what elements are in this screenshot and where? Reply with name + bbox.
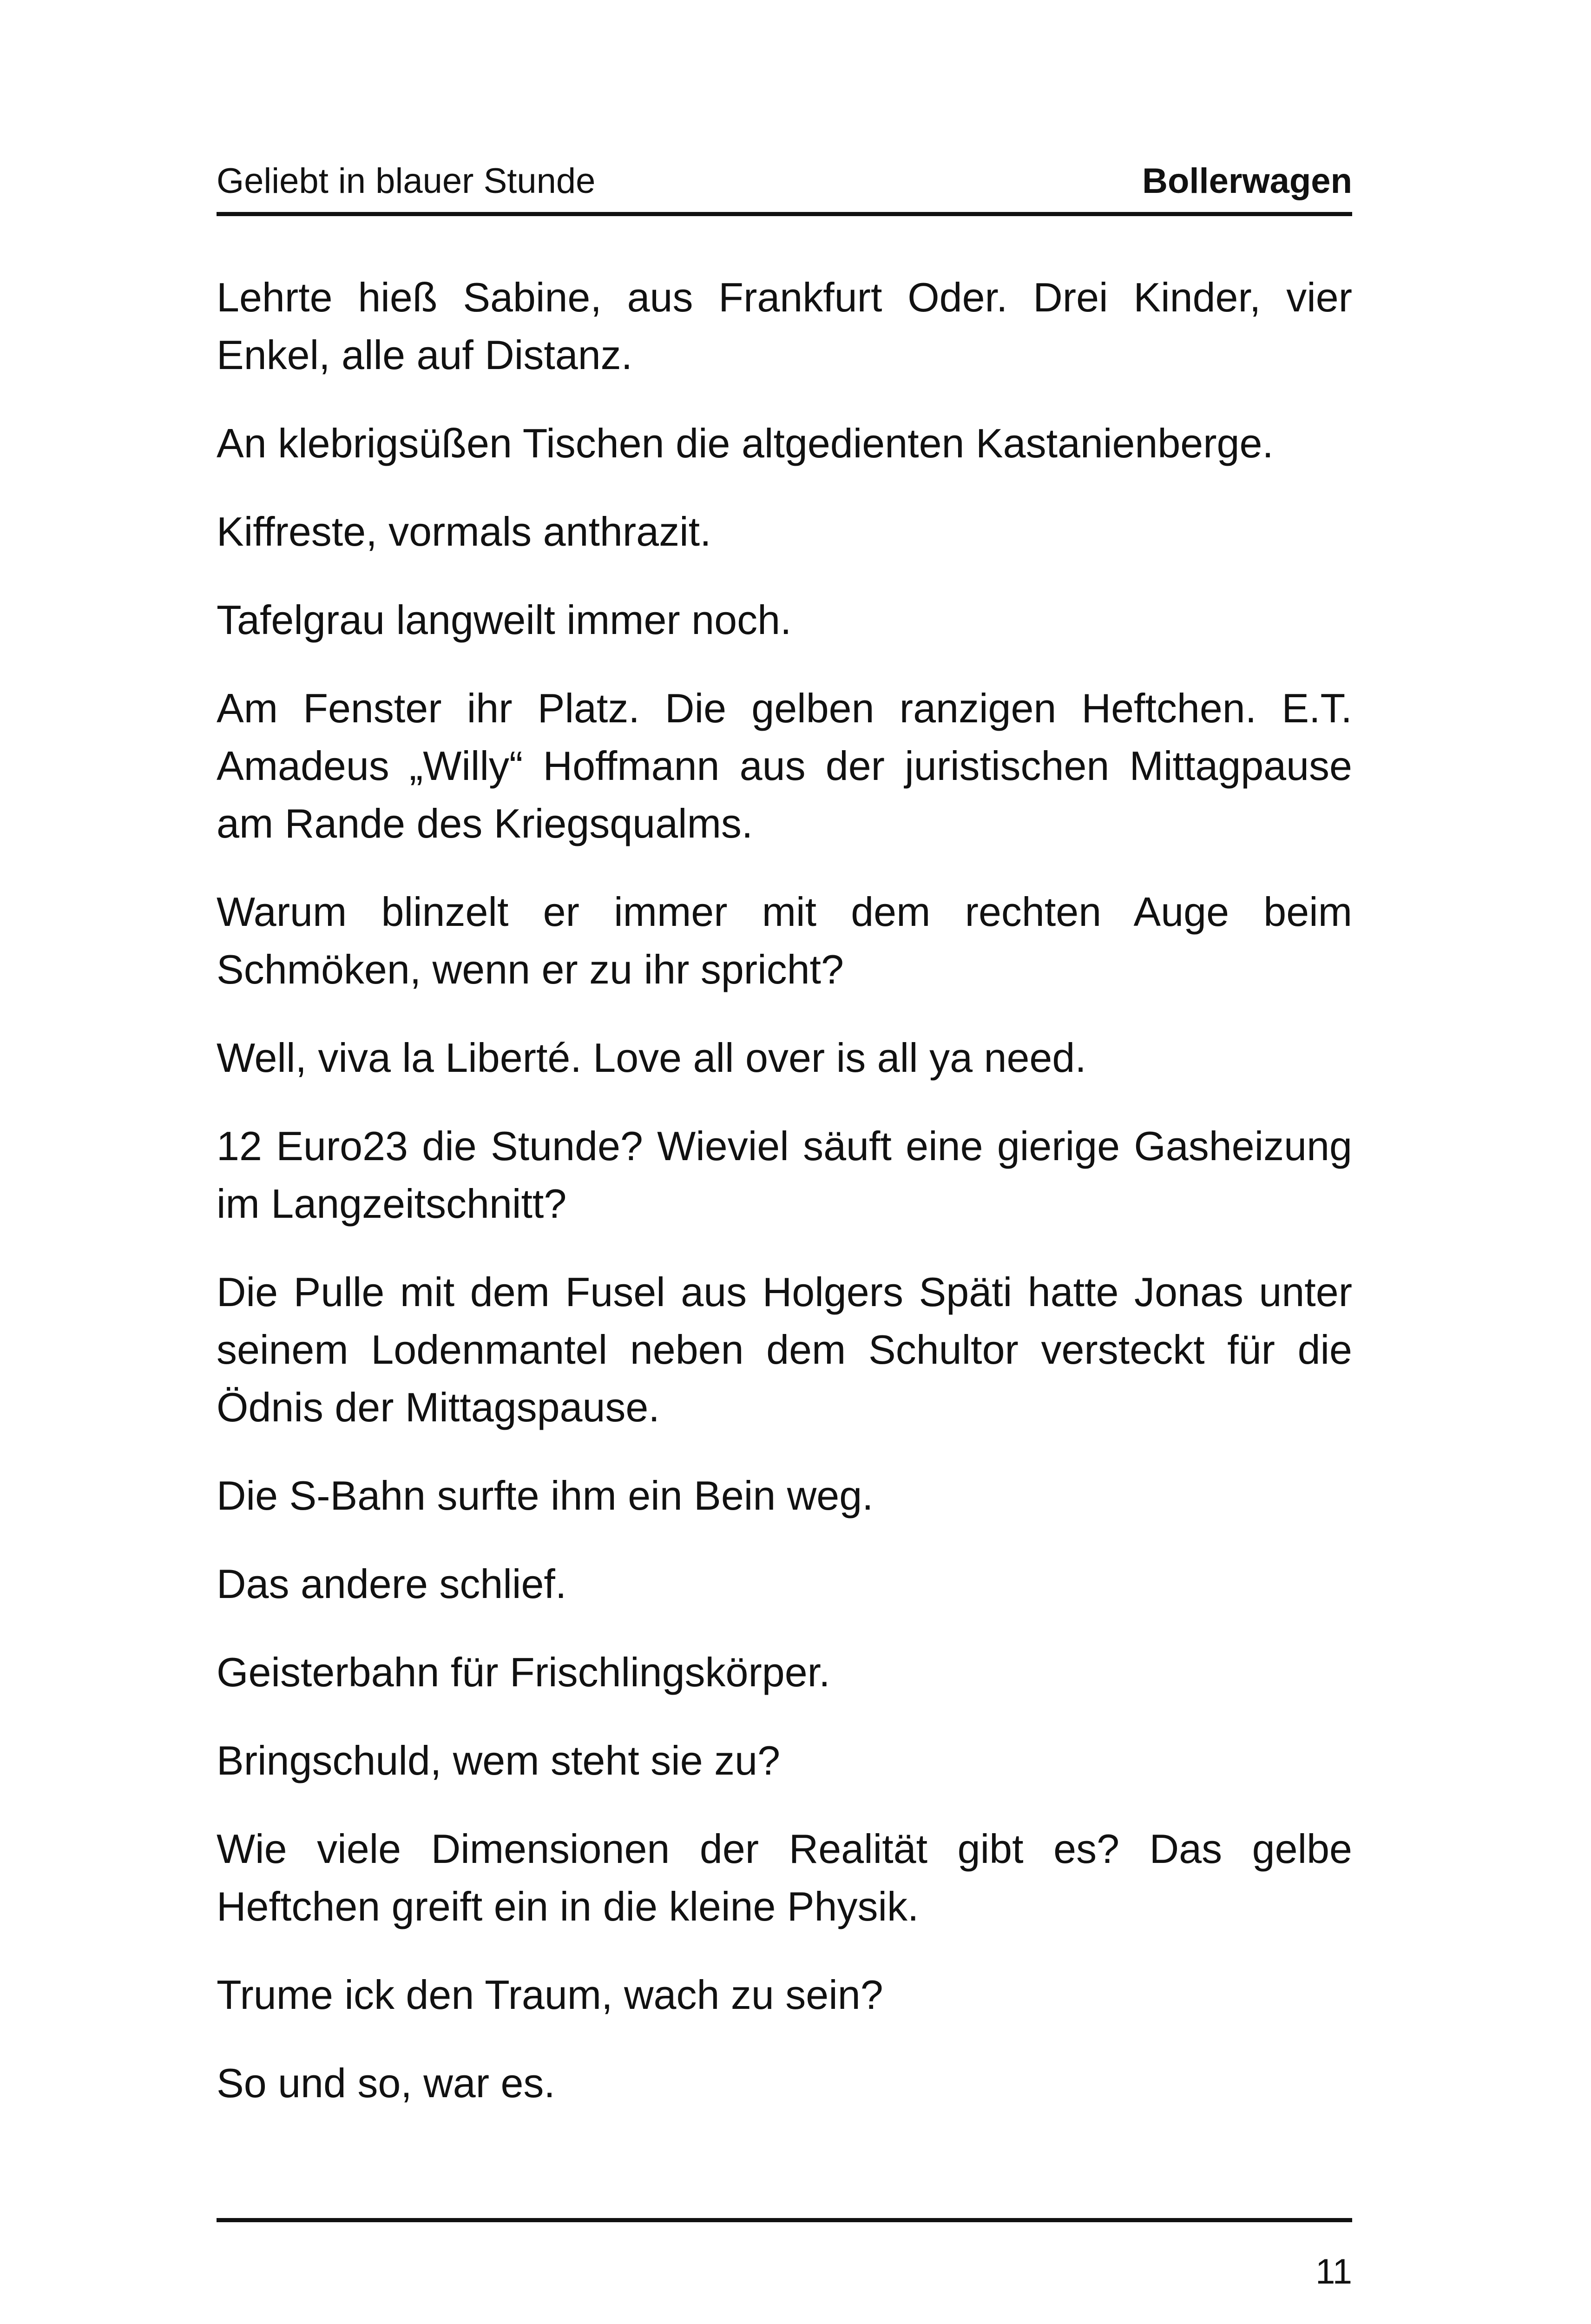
running-header (217, 163, 1352, 200)
header-rule (217, 212, 1352, 216)
paragraph: Well, viva la Liberté. Love all over is all ya need. (217, 1035, 1086, 1081)
paragraph: Trume ick den Traum, wach zu sein? (217, 1972, 883, 2018)
paragraph: Warum blinzelt er immer mit dem rechten Auge beim Schmöken, wenn er zu ihr spricht? (217, 889, 1352, 992)
paragraph: Die Pulle mit dem Fusel aus Holgers Späti hatte Jonas unter seinem Lodenmantel neben dem Schultor versteckt für die Ödnis der Mittagspause. (217, 1269, 1352, 1430)
paragraph: Kiffreste, vormals anthrazit. (217, 508, 711, 555)
footer-rule (217, 2218, 1352, 2222)
chapter-title: Bollerwagen (1142, 161, 1352, 201)
paragraph: Tafelgrau langweilt immer noch. (217, 597, 792, 643)
paragraph: Wie viele Dimensionen der Realität gibt es? Das gelbe Heftchen greift ein in die kleine Physik. (217, 1826, 1352, 1929)
paragraph: Lehrte hieß Sabine, aus Frankfurt Oder. Drei Kinder, vier Enkel, alle auf Distanz. (217, 274, 1352, 378)
body-text (217, 269, 1352, 2143)
paragraph: Das andere schlief. (217, 1561, 567, 1607)
paragraph: Geisterbahn für Frischlingskörper. (217, 1649, 830, 1695)
paragraph: Die S-Bahn surfte ihm ein Bein weg. (217, 1472, 874, 1519)
book-title: Geliebt in blauer Stunde (217, 161, 596, 201)
page-number: 11 (1315, 2252, 1352, 2291)
paragraph: An klebrigsüßen Tischen die altgedienten Kastanienberge. (217, 420, 1274, 466)
paragraph: Am Fenster ihr Platz. Die gelben ranzigen Heftchen. E.T. Amadeus „Willy“ Hoffmann aus der juristischen Mittagpause am Rande des Kriegsqualms. (217, 685, 1352, 846)
paragraph: Bringschuld, wem steht sie zu? (217, 1737, 781, 1783)
paragraph: So und so, war es. (217, 2060, 555, 2106)
paragraph: 12 Euro23 die Stunde? Wieviel säuft eine gierige Gasheizung im Langzeitschnitt? (217, 1123, 1352, 1227)
